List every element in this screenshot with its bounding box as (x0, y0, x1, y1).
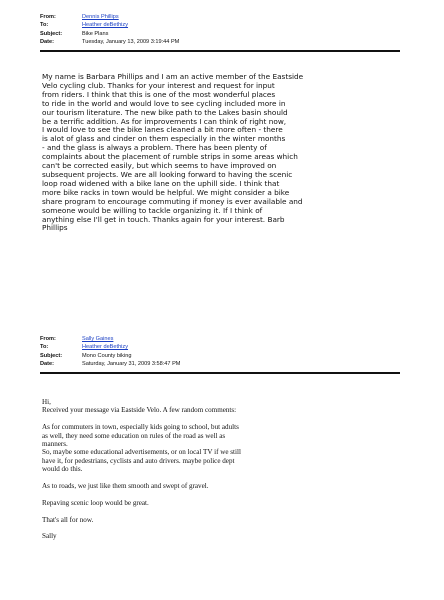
body-line: Phillips (42, 223, 68, 233)
body-line: anything else I'll get in touch. Thanks again for your interest. Barb (42, 214, 285, 224)
body-line: can't be corrected easily, but which seems to have improved on (42, 161, 277, 171)
from-row (40, 335, 180, 343)
body-line: would do this. (42, 465, 83, 474)
to-label: To: (40, 22, 49, 29)
body-line: Repaving scenic loop would be great. (42, 498, 149, 507)
to-row (40, 343, 180, 351)
body-line: I would love to see the bike lanes cleaned a bit more often - there (42, 125, 283, 135)
from-link[interactable]: Sally Gaines (82, 336, 114, 342)
body-line: As for commuters in town, especially kids going to school, but adults (42, 423, 239, 432)
subject-row (40, 30, 179, 38)
body-line: more bike racks in town would be helpful. We might consider a bike (42, 187, 290, 197)
body-line: someone would be willing to tackle organizing it. If I think of (42, 205, 263, 215)
to-link[interactable]: Heather deBethizy (82, 22, 129, 29)
subject-label: Subject: (40, 30, 63, 37)
date-label: Date: (40, 361, 54, 368)
body-line: Velo cycling club. Thanks for your interest and request for input (42, 80, 275, 90)
body-line: subsequent projects. We are all looking forward to having the scenic (42, 169, 293, 179)
body-line: from riders. I think that this is one of the most wonderful places (42, 89, 276, 99)
body-line: is alot of glass and cinder on them especially in the winter months (42, 134, 286, 144)
date-value: Tuesday, January 13, 2009 3:19:44 PM (82, 39, 180, 46)
date-row (40, 38, 179, 46)
to-row (40, 21, 179, 29)
to-label: To: (40, 344, 49, 351)
body-line: to ride in the world and would love to see cycling included more in (42, 98, 286, 108)
subject-label: Subject: (40, 352, 63, 359)
header-divider (40, 372, 400, 374)
date-value: Saturday, January 31, 2009 3:58:47 PM (82, 361, 181, 368)
signature: Sally (42, 532, 57, 541)
body-line: share program to encourage commuting if money is ever available and (42, 196, 303, 206)
subject-row (40, 352, 180, 360)
email1-header (40, 13, 179, 47)
to-link[interactable]: Heather deBethizy (82, 344, 129, 351)
header-divider (40, 50, 400, 52)
from-row (40, 13, 179, 21)
body-line: as well, they need some education on rules of the road as well as (42, 431, 226, 440)
from-label: From: (40, 336, 56, 342)
subject-value: Mono County biking (82, 352, 132, 359)
body-line: our tourism literature. The new bike path to the Lakes basin should (42, 107, 288, 117)
body-line: loop road widened with a bike lane on the uphill side. I think that (42, 178, 280, 188)
body-line: That's all for now. (42, 515, 94, 524)
body-line: complaints about the placement of rumble strips in some areas which (42, 152, 298, 162)
body-line: manners. (42, 440, 68, 449)
date-row (40, 360, 180, 368)
body-line: be a terrific addition. As for improvements I can think of right now, (42, 116, 287, 126)
body-line: As to roads, we just like them smooth and swept of gravel. (42, 482, 209, 491)
email2-body (42, 398, 402, 541)
subject-value: Bike Plans (82, 30, 109, 37)
email1-body (42, 73, 390, 233)
greeting: Hi, (42, 398, 51, 406)
from-link[interactable]: Dennis Phillips (82, 14, 119, 20)
body-line: have it, for pedestrians, cyclists and auto drivers. maybe police dept (42, 456, 235, 465)
email2-header (40, 335, 180, 369)
body-line: Received your message via Eastside Velo. A few random comments: (42, 406, 237, 415)
body-line: So, maybe some educational advertisements, or on local TV if we still (42, 448, 241, 457)
from-label: From: (40, 14, 56, 20)
date-label: Date: (40, 39, 54, 46)
body-line: - and the glass is always a problem. There has been plenty of (42, 143, 267, 153)
body-line: My name is Barbara Phillips and I am an active member of the Eastside (42, 72, 304, 81)
